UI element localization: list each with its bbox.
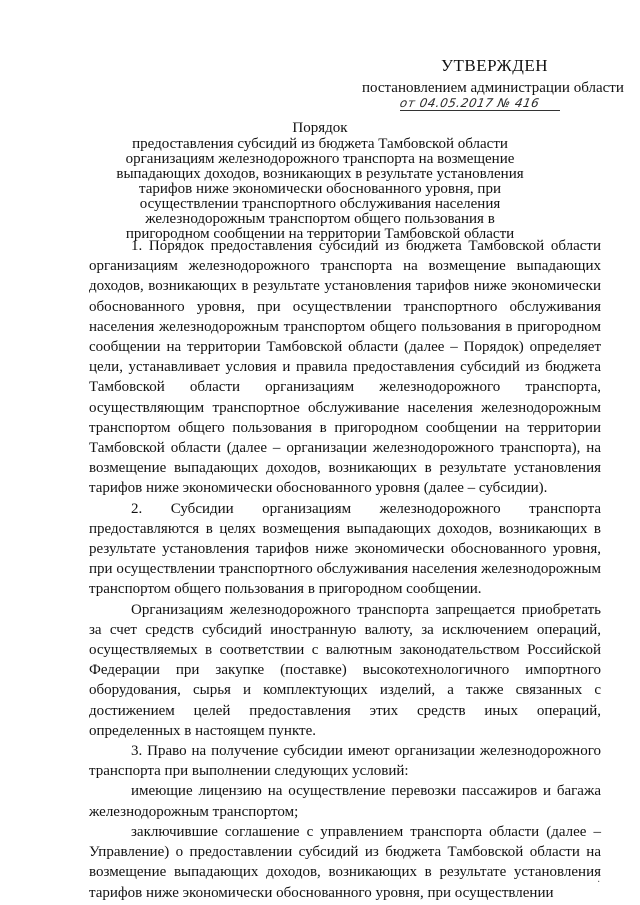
document-body [89, 236, 601, 903]
paragraph-2: 2. Субсидии организациям железнодорожного транспорта предоставляются в целях возмещения выпадающих доходов, возникающих в результате установления тарифов ниже экономически обоснованного уровня, при осуществлении транспортного обслуживания населения железнодорожным транспортом общего пользования в пригородном сообщении. [89, 500, 601, 598]
paragraph-2-currency: Организациям железнодорожного транспорта запрещается приобретать за счет средств субсидий иностранную валюту, за исключением операций, осуществляемых в соответствии с валютным законодательством Российской Федерации при закупке (поставке) высокотехнологичного импортного оборудования, сырья и комплектующих изделий, а также связанных с достижением целей предоставления этих средств иных операций, определенных в настоящем пункте. [89, 601, 601, 739]
approval-stamp-title: УТВЕРЖДЕН [441, 56, 548, 75]
condition-agreement: заключившие соглашение с управлением транспорта области (далее – Управление) о предоставлении субсидий из бюджета Тамбовской области на возмещение выпадающих доходов, возникающих в результате установления тарифов ниже экономически обоснованного уровня, при осуществлении [89, 823, 601, 901]
paragraph-1: 1. Порядок предоставления субсидий из бюджета Тамбовской области организациям железнодорожного транспорта на возмещение выпадающих доходов, возникающих в результате установления тарифов ниже экономически обоснованного уровня, при осуществлении транспортного обслуживания населения железнодорожным транспортом общего пользования в пригородном сообщении на территории Тамбовской области (далее – Порядок) определяет цели, устанавливает условия и правила предоставления субсидий из бюджета Тамбовской области организациям железнодорожного транспорта, осуществляющим транспортное обслуживание населения железнодорожным транспортом общего пользования в пригородном сообщении на территории Тамбовской области (далее – организации железнодорожного транспорта), на возмещение выпадающих доходов, возникающих в результате установления тарифов ниже экономически обоснованного уровня (далее – субсидии). [89, 238, 601, 497]
decree-reference: постановлением администрации области [362, 80, 624, 96]
scan-mark: · [597, 877, 601, 888]
document-subtitle: предоставления субсидий из бюджета Тамбовской области организациям железнодорожного транспорта на возмещение выпадающих доходов, возникающих в результате установления тарифов ниже экономически обоснованного уровня, при осуществлении транспортного обслуживания населения железнодорожным транспортом общего пользования в пригородном сообщении на территории Тамбовской области [116, 136, 524, 242]
document-title: Порядок [292, 120, 348, 136]
condition-license: имеющие лицензию на осуществление перевозки пассажиров и багажа железнодорожным транспортом; [89, 783, 601, 820]
handwritten-date-number: от 04.05.2017 № 416 [398, 96, 541, 110]
signature-underline [400, 110, 560, 111]
paragraph-3: 3. Право на получение субсидии имеют организации железнодорожного транспорта при выполнении следующих условий: [89, 743, 601, 780]
